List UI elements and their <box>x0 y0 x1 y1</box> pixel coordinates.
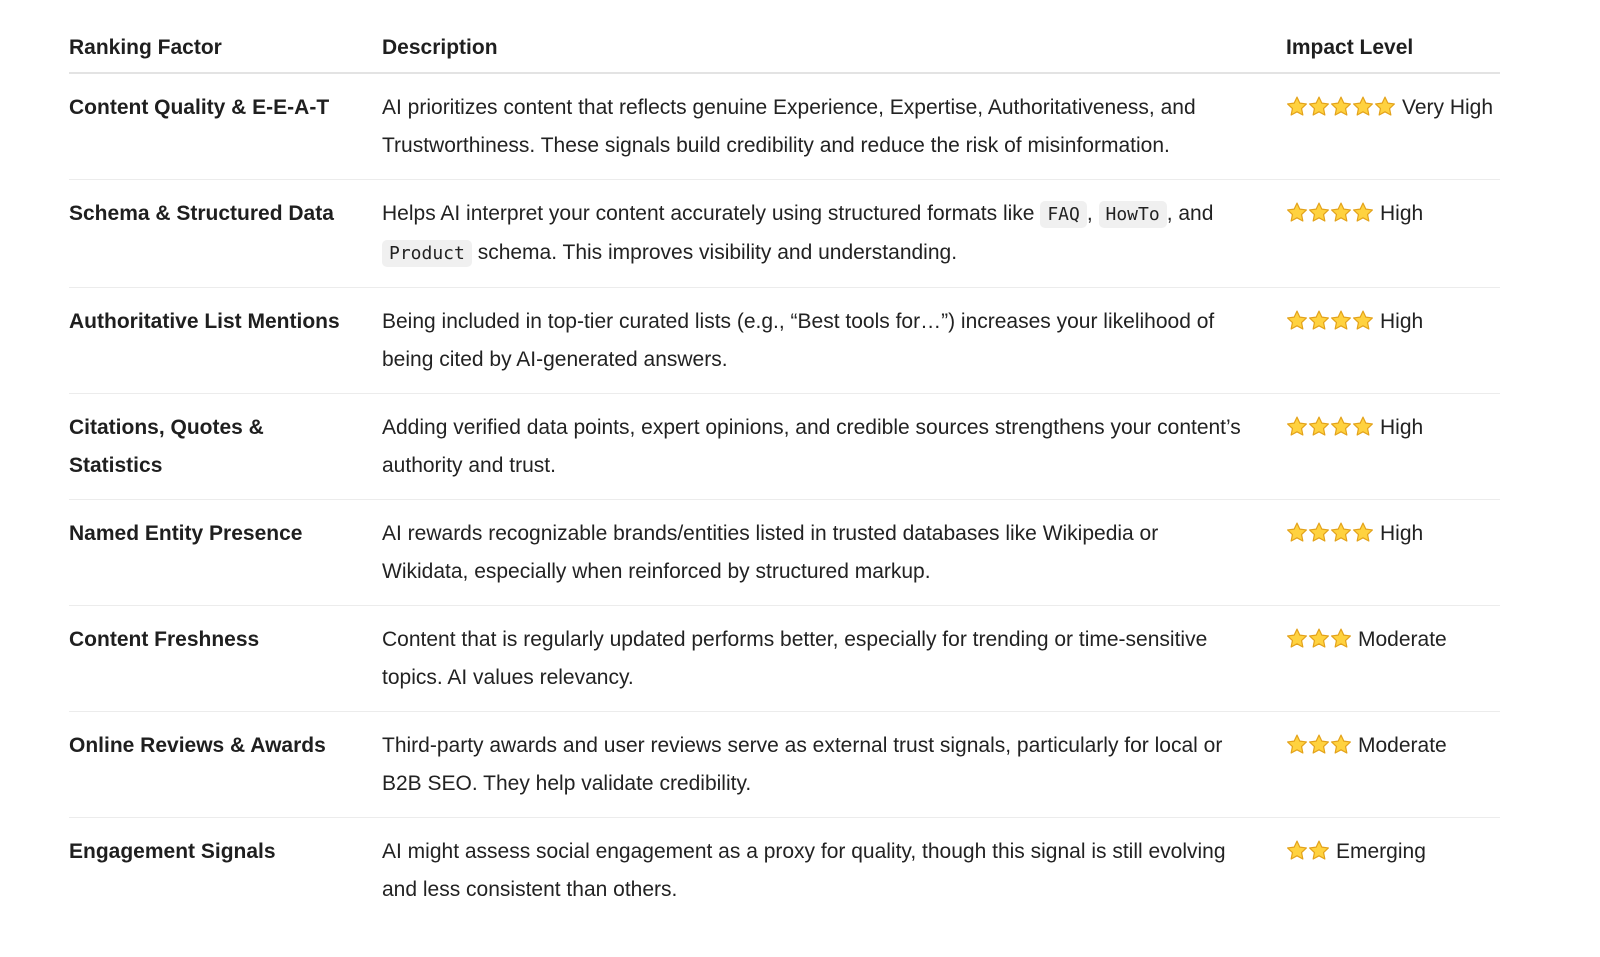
ranking-factor-description <box>382 712 1286 818</box>
star-icon <box>1352 202 1374 223</box>
impact-level-cell <box>1286 288 1500 394</box>
impact-level-label: High <box>1380 522 1424 545</box>
table-row <box>69 500 1500 606</box>
impact-level-label: Moderate <box>1358 628 1447 651</box>
star-icon <box>1308 96 1330 117</box>
description-text: Content that is regularly updated performs better, especially for trending or time-sensitive topics. AI values relevancy. <box>382 628 1208 689</box>
star-icon <box>1286 628 1308 649</box>
ranking-factor-description <box>382 73 1286 180</box>
impact-level-cell <box>1286 73 1500 180</box>
star-icon <box>1352 310 1374 331</box>
header-impact-level: Impact Level <box>1286 28 1500 73</box>
description-text: Adding verified data points, expert opinions, and credible sources strengthens your content’s authority and trust. <box>382 416 1241 477</box>
star-icon <box>1308 416 1330 437</box>
star-rating <box>1286 624 1352 662</box>
star-icon <box>1374 96 1396 117</box>
star-icon <box>1286 734 1308 755</box>
impact-level-cell <box>1286 606 1500 712</box>
star-rating <box>1286 92 1396 130</box>
impact-level-label: Moderate <box>1358 734 1447 757</box>
impact-level-label: Very High <box>1402 96 1494 119</box>
star-rating <box>1286 412 1374 450</box>
star-icon <box>1308 202 1330 223</box>
description-text: AI prioritizes content that reflects genuine Experience, Expertise, Authoritativeness, and Trustworthiness. These signals build credibility and reduce the risk of misinformation. <box>382 96 1196 157</box>
star-icon <box>1330 628 1352 649</box>
ranking-factors-table-container <box>69 28 1500 923</box>
impact-level-cell <box>1286 500 1500 606</box>
table-body <box>69 73 1500 923</box>
table-row <box>69 180 1500 288</box>
ranking-factor-name: Engagement Signals <box>69 840 276 863</box>
impact-level-cell <box>1286 394 1500 500</box>
table-row <box>69 288 1500 394</box>
ranking-factor-description <box>382 180 1286 288</box>
table-row <box>69 73 1500 180</box>
table-row <box>69 606 1500 712</box>
star-icon <box>1286 310 1308 331</box>
ranking-factor-name: Online Reviews & Awards <box>69 712 382 818</box>
star-icon <box>1308 734 1330 755</box>
description-text: AI rewards recognizable brands/entities listed in trusted databases like Wikipedia or Wikidata, especially when reinforced by structured markup. <box>382 522 1159 583</box>
star-icon <box>1308 840 1330 861</box>
star-icon <box>1330 522 1352 543</box>
table-row <box>69 394 1500 500</box>
inline-code: HowTo <box>1099 201 1167 228</box>
inline-code: FAQ <box>1040 201 1087 228</box>
ranking-factor-name: Citations, Quotes & Statistics <box>69 394 382 500</box>
impact-level-cell <box>1286 180 1500 288</box>
star-icon <box>1308 628 1330 649</box>
ranking-factors-table <box>69 28 1500 923</box>
star-rating <box>1286 836 1330 874</box>
impact-level-cell <box>1286 818 1500 924</box>
description-text: , and <box>1166 202 1214 225</box>
star-rating <box>1286 730 1352 768</box>
ranking-factor-name: Content Freshness <box>69 606 382 712</box>
star-rating <box>1286 306 1374 344</box>
ranking-factor-description <box>382 818 1286 924</box>
star-icon <box>1286 840 1308 861</box>
star-icon <box>1352 96 1374 117</box>
header-ranking-factor: Ranking Factor <box>69 28 382 73</box>
description-text: , <box>1086 202 1099 225</box>
star-icon <box>1308 310 1330 331</box>
star-rating <box>1286 518 1374 556</box>
ranking-factor-name: Named Entity Presence <box>69 500 382 606</box>
star-icon <box>1286 522 1308 543</box>
description-text: Being included in top-tier curated lists (e.g., “Best tools for…”) increases your likelihood of being cited by AI-generated answers. <box>382 310 1215 371</box>
impact-level-label: High <box>1380 310 1424 333</box>
ranking-factor-description <box>382 288 1286 394</box>
inline-code: Product <box>382 240 472 267</box>
star-icon <box>1286 202 1308 223</box>
impact-level-label: High <box>1380 416 1424 439</box>
ranking-factor-description <box>382 394 1286 500</box>
star-icon <box>1330 734 1352 755</box>
star-icon <box>1286 96 1308 117</box>
table-row <box>69 818 1500 924</box>
table-header-row <box>69 28 1500 73</box>
star-icon <box>1352 416 1374 437</box>
star-rating <box>1286 198 1374 236</box>
header-description: Description <box>382 28 1286 73</box>
description-text: Helps AI interpret your content accurately using structured formats like <box>382 202 1041 225</box>
star-icon <box>1330 310 1352 331</box>
ranking-factor-description <box>382 500 1286 606</box>
table-row <box>69 712 1500 818</box>
star-icon <box>1286 416 1308 437</box>
star-icon <box>1352 522 1374 543</box>
ranking-factor-description <box>382 606 1286 712</box>
description-text: Third-party awards and user reviews serve as external trust signals, particularly for local or B2B SEO. They help validate credibility. <box>382 734 1223 795</box>
description-text: AI might assess social engagement as a proxy for quality, though this signal is still evolving and less consistent than others. <box>382 840 1226 901</box>
ranking-factor-name: Authoritative List Mentions <box>69 288 382 394</box>
impact-level-label: High <box>1380 202 1424 225</box>
star-icon <box>1330 202 1352 223</box>
star-icon <box>1308 522 1330 543</box>
ranking-factor-name: Content Quality & E-E-A-T <box>69 73 382 180</box>
star-icon <box>1330 96 1352 117</box>
impact-level-cell <box>1286 712 1500 818</box>
description-text: schema. This improves visibility and understanding. <box>471 240 958 264</box>
impact-level-label: Emerging <box>1336 840 1426 863</box>
ranking-factor-name: Schema & Structured Data <box>69 180 382 288</box>
star-icon <box>1330 416 1352 437</box>
